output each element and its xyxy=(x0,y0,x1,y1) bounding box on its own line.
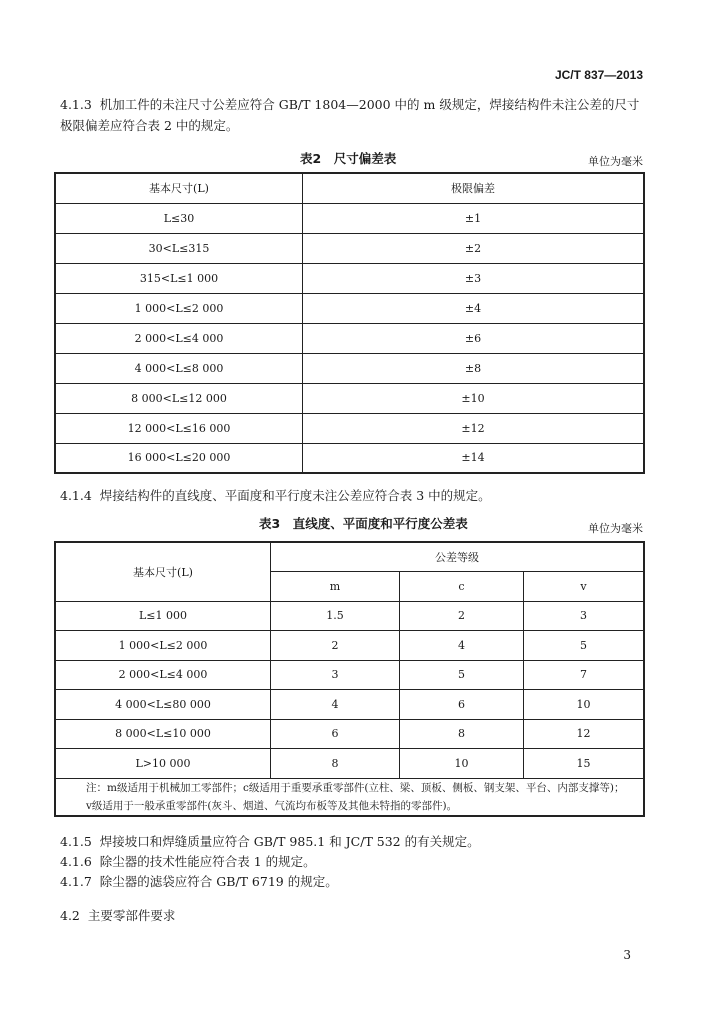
basic-size-cell: 8 000<L≤10 000 xyxy=(55,719,271,749)
section-title: 主要零部件要求 xyxy=(87,908,176,923)
clause-text: 焊接坡口和焊缝质量应符合 GB/T 985.1 和 JC/T 532 的有关规定。 xyxy=(99,834,480,849)
tolerance-cell: 10 xyxy=(400,749,524,779)
clause-number: 4.1.4 xyxy=(60,488,92,503)
tolerance-cell: 6 xyxy=(400,690,524,720)
basic-size-cell: L>10 000 xyxy=(55,749,271,779)
table-note xyxy=(55,778,644,816)
table3 xyxy=(54,541,645,817)
table-header-cell: 公差等级 xyxy=(271,542,645,571)
clause-number: 4.1.6 xyxy=(60,854,92,869)
basic-size-cell: 16 000<L≤20 000 xyxy=(55,443,303,473)
tolerance-cell: 6 xyxy=(271,719,400,749)
tolerance-cell: 3 xyxy=(271,660,400,690)
tolerance-cell: 12 xyxy=(524,719,645,749)
tolerance-cell: 1.5 xyxy=(271,601,400,631)
tolerance-cell: 4 xyxy=(400,631,524,661)
clause-number: 4.1.5 xyxy=(60,834,92,849)
tolerance-cell: 4 xyxy=(271,690,400,720)
basic-size-cell: 1 000<L≤2 000 xyxy=(55,293,303,323)
grade-header-cell: m xyxy=(271,571,400,601)
tolerance-cell: 15 xyxy=(524,749,645,779)
tolerance-cell: 10 xyxy=(524,690,645,720)
clause-4-1-4 xyxy=(60,486,491,504)
basic-size-cell: 12 000<L≤16 000 xyxy=(55,413,303,443)
limit-deviation-cell: ±1 xyxy=(303,203,645,233)
grade-header-cell: c xyxy=(400,571,524,601)
basic-size-cell: 4 000<L≤8 000 xyxy=(55,353,303,383)
table-row xyxy=(55,233,644,263)
basic-size-cell: 4 000<L≤80 000 xyxy=(55,690,271,720)
limit-deviation-cell: ±4 xyxy=(303,293,645,323)
clause-text: 焊接结构件的直线度、平面度和平行度未注公差应符合表 3 中的规定。 xyxy=(99,488,491,503)
tolerance-cell: 2 xyxy=(271,631,400,661)
note-line: 注：m级适用于机械加工零部件；c级适用于重要承重零部件(立柱、梁、顶板、侧板、钢支架、平台、内部支撑等)； xyxy=(86,781,625,794)
table-row xyxy=(55,719,644,749)
basic-size-cell: 8 000<L≤12 000 xyxy=(55,383,303,413)
clauses-4-1-5-to-4-1-7 xyxy=(60,832,480,892)
clause-line xyxy=(60,852,480,872)
page-number: 3 xyxy=(623,948,631,962)
limit-deviation-cell: ±8 xyxy=(303,353,645,383)
table-header-cell: 基本尺寸(L) xyxy=(55,173,303,203)
table-row xyxy=(55,690,644,720)
basic-size-cell: 2 000<L≤4 000 xyxy=(55,660,271,690)
table2-caption: 表2 尺寸偏差表 xyxy=(300,151,397,166)
table-row xyxy=(55,443,644,473)
clause-4-1-3 xyxy=(60,94,645,136)
table-row xyxy=(55,263,644,293)
limit-deviation-cell: ±10 xyxy=(303,383,645,413)
basic-size-cell: 315<L≤1 000 xyxy=(55,263,303,293)
limit-deviation-cell: ±3 xyxy=(303,263,645,293)
clause-text: 机加工件的未注尺寸公差应符合 GB/T 1804—2000 中的 m 级规定，焊接结构件未注公差的尺寸极限偏差应符合表 2 中的规定。 xyxy=(60,97,640,133)
note-line: v级适用于一般承重零部件(灰斗、烟道、气流均布板等及其他未特指的零部件)。 xyxy=(86,799,458,812)
tolerance-cell: 7 xyxy=(524,660,645,690)
table-header-row xyxy=(55,173,644,203)
table-note-row xyxy=(55,778,644,816)
clause-text: 除尘器的技术性能应符合表 1 的规定。 xyxy=(99,854,316,869)
tolerance-cell: 8 xyxy=(271,749,400,779)
basic-size-cell: 2 000<L≤4 000 xyxy=(55,323,303,353)
tolerance-cell: 3 xyxy=(524,601,645,631)
table-row xyxy=(55,383,644,413)
basic-size-cell: L≤1 000 xyxy=(55,601,271,631)
section-4-2-heading xyxy=(60,906,175,924)
tolerance-cell: 5 xyxy=(524,631,645,661)
clause-text: 除尘器的滤袋应符合 GB/T 6719 的规定。 xyxy=(99,874,338,889)
clause-number: 4.1.7 xyxy=(60,874,92,889)
grade-header-cell: v xyxy=(524,571,645,601)
clause-line xyxy=(60,872,480,892)
section-number: 4.2 xyxy=(60,908,80,923)
table-header-cell: 极限偏差 xyxy=(303,173,645,203)
tolerance-cell: 8 xyxy=(400,719,524,749)
standard-number: JC/T 837—2013 xyxy=(554,68,643,82)
table-header-cell: 基本尺寸(L) xyxy=(55,542,271,601)
table3-caption: 表3 直线度、平面度和平行度公差表 xyxy=(259,516,468,531)
basic-size-cell: L≤30 xyxy=(55,203,303,233)
basic-size-cell: 30<L≤315 xyxy=(55,233,303,263)
table2-unit: 单位为毫米 xyxy=(588,155,643,168)
table-header-row xyxy=(55,542,644,571)
limit-deviation-cell: ±12 xyxy=(303,413,645,443)
table-row xyxy=(55,660,644,690)
limit-deviation-cell: ±14 xyxy=(303,443,645,473)
basic-size-cell: 1 000<L≤2 000 xyxy=(55,631,271,661)
tolerance-cell: 2 xyxy=(400,601,524,631)
clause-line xyxy=(60,832,480,852)
clause-number: 4.1.3 xyxy=(60,97,92,112)
table-row xyxy=(55,353,644,383)
table-row xyxy=(55,293,644,323)
table-row xyxy=(55,601,644,631)
table-row xyxy=(55,413,644,443)
table-row xyxy=(55,749,644,779)
table2 xyxy=(54,172,645,474)
table3-unit: 单位为毫米 xyxy=(588,522,643,535)
table-row xyxy=(55,203,644,233)
table-row xyxy=(55,323,644,353)
table-row xyxy=(55,631,644,661)
limit-deviation-cell: ±6 xyxy=(303,323,645,353)
tolerance-cell: 5 xyxy=(400,660,524,690)
limit-deviation-cell: ±2 xyxy=(303,233,645,263)
